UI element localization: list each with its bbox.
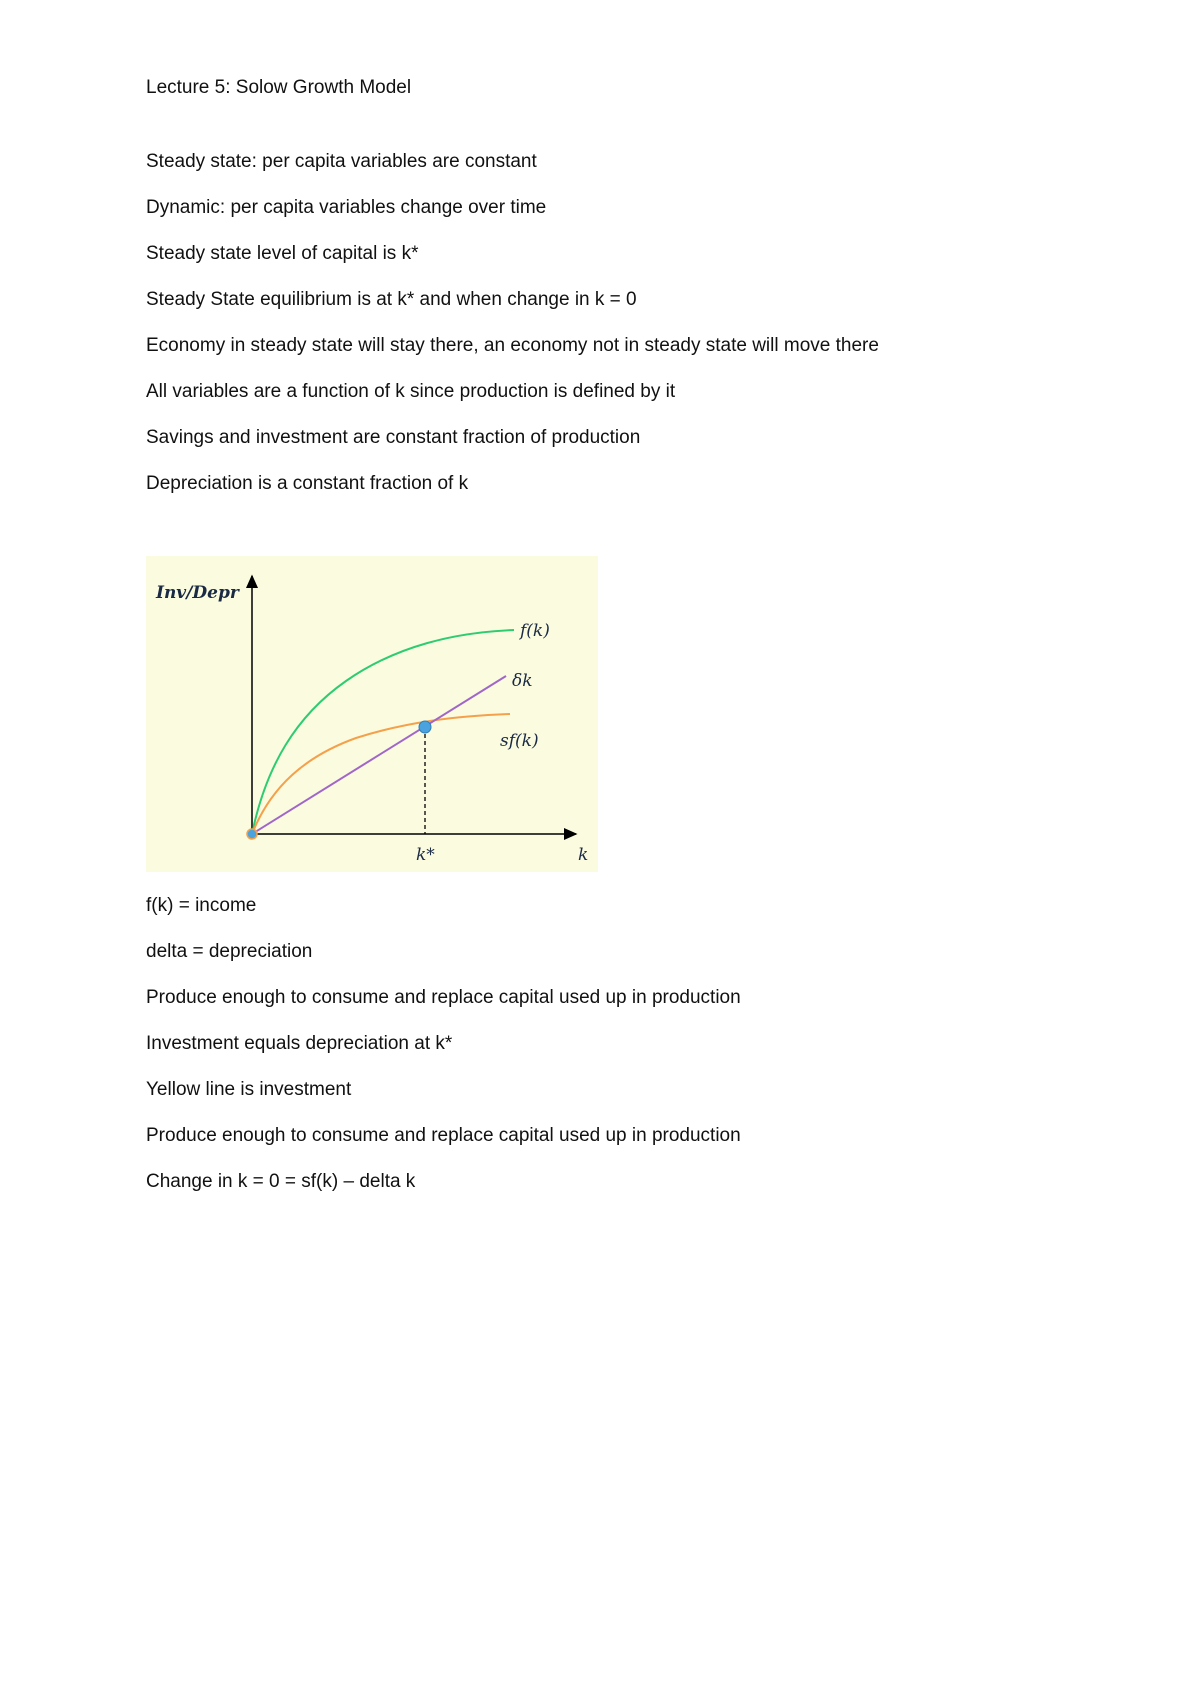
text-line: All variables are a function of k since production is defined by it [146, 381, 676, 402]
text-line: Yellow line is investment [146, 1079, 352, 1100]
text-line: Savings and investment are constant fraction of production [146, 427, 641, 448]
text-line: Depreciation is a constant fraction of k [146, 473, 469, 494]
text-line: Change in k = 0 = sf(k) – delta k [146, 1171, 416, 1192]
text-line: delta = depreciation [146, 941, 313, 962]
y-axis-label: Inv/Depr [156, 583, 239, 603]
text-line: Steady State equilibrium is at k* and when change in k = 0 [146, 289, 637, 310]
text-line: Economy in steady state will stay there, an economy not in steady state will move there [146, 335, 879, 356]
series-label-delta-k: δk [512, 671, 533, 691]
series-label-sfk: sf(k) [500, 731, 539, 751]
document-title: Lecture 5: Solow Growth Model [146, 77, 412, 98]
text-line: Steady state: per capita variables are constant [146, 151, 537, 172]
text-line: Produce enough to consume and replace capital used up in production [146, 1125, 741, 1146]
steady-state-point [419, 721, 431, 733]
text-line: f(k) = income [146, 895, 257, 916]
text-line: Steady state level of capital is k* [146, 243, 419, 264]
text-line: Produce enough to consume and replace capital used up in production [146, 987, 741, 1008]
text-line: Investment equals depreciation at k* [146, 1033, 453, 1054]
x-axis-label: k [578, 845, 589, 865]
series-line-delta-k [252, 676, 506, 834]
series-line-fk [252, 630, 514, 834]
text-line: Dynamic: per capita variables change over time [146, 197, 547, 218]
solow-chart-svg [146, 556, 598, 872]
k-star-label: k* [416, 845, 435, 865]
series-label-fk: f(k) [520, 621, 550, 641]
origin-point [247, 829, 257, 839]
series-line-sfk [252, 714, 510, 834]
solow-diagram [146, 556, 598, 872]
